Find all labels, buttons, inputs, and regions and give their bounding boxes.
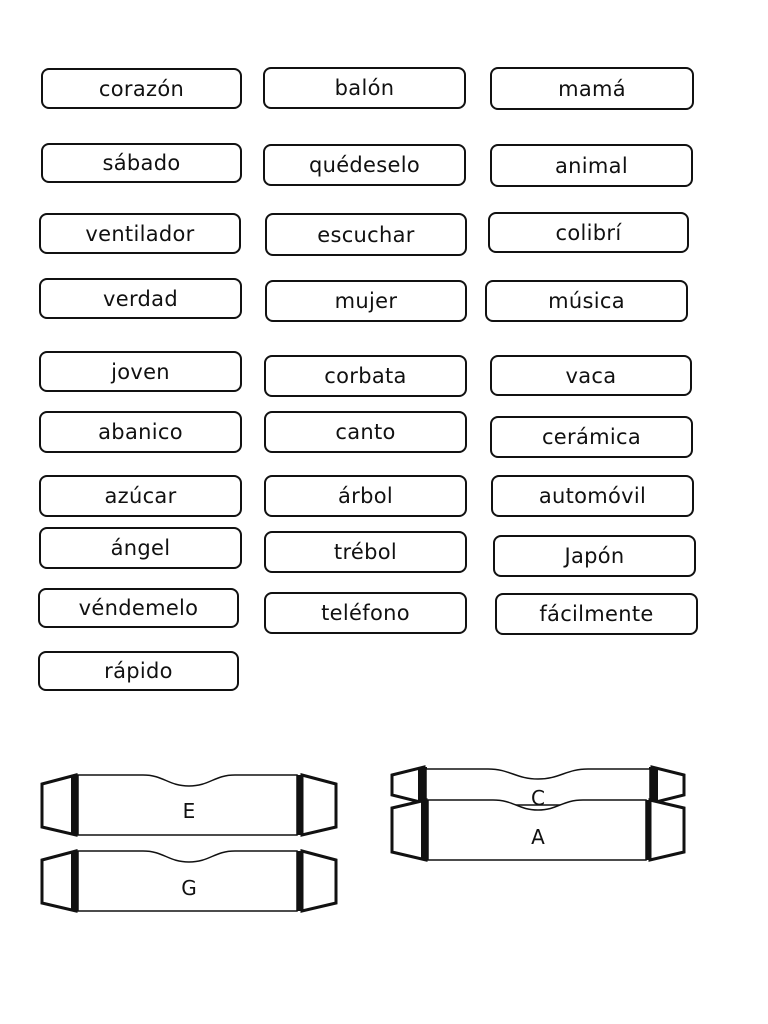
word-card-joven[interactable]: joven bbox=[39, 351, 242, 392]
word-card-sabado[interactable]: sábado bbox=[41, 143, 242, 183]
word-card-verdad[interactable]: verdad bbox=[39, 278, 242, 319]
word-card-trebol[interactable]: trébol bbox=[264, 531, 467, 573]
category-label-c-text: C bbox=[531, 786, 545, 810]
word-card-colibri[interactable]: colibrí bbox=[488, 212, 689, 253]
category-label-e[interactable] bbox=[38, 770, 340, 840]
word-card-ventilador[interactable]: ventilador bbox=[39, 213, 241, 254]
word-card-corbata[interactable]: corbata bbox=[264, 355, 467, 397]
word-card-quedeselo[interactable]: quédeselo bbox=[263, 144, 466, 186]
word-card-corazon[interactable]: corazón bbox=[41, 68, 242, 109]
category-label-e-text: E bbox=[182, 799, 196, 823]
word-card-mama[interactable]: mamá bbox=[490, 67, 694, 110]
word-card-facilmente[interactable]: fácilmente bbox=[495, 593, 698, 635]
word-card-angel[interactable]: ángel bbox=[39, 527, 242, 569]
word-card-canto[interactable]: canto bbox=[264, 411, 467, 453]
word-card-balon[interactable]: balón bbox=[263, 67, 466, 109]
word-card-abanico[interactable]: abanico bbox=[39, 411, 242, 453]
word-card-mujer[interactable]: mujer bbox=[265, 280, 467, 322]
word-card-azucar[interactable]: azúcar bbox=[39, 475, 242, 517]
word-card-japon[interactable]: Japón bbox=[493, 535, 696, 577]
word-card-vendemelo[interactable]: véndemelo bbox=[38, 588, 239, 628]
word-card-vaca[interactable]: vaca bbox=[490, 355, 692, 396]
word-card-telefono[interactable]: teléfono bbox=[264, 592, 467, 634]
category-label-g[interactable] bbox=[38, 846, 340, 916]
category-label-a-text: A bbox=[531, 825, 545, 849]
category-label-g-text: G bbox=[181, 876, 197, 900]
word-card-animal[interactable]: animal bbox=[490, 144, 693, 187]
word-card-automovil[interactable]: automóvil bbox=[491, 475, 694, 517]
word-card-rapido[interactable]: rápido bbox=[38, 651, 239, 691]
category-label-a[interactable] bbox=[388, 796, 688, 864]
word-card-arbol[interactable]: árbol bbox=[264, 475, 467, 517]
word-card-ceramica[interactable]: cerámica bbox=[490, 416, 693, 458]
word-card-musica[interactable]: música bbox=[485, 280, 688, 322]
word-card-escuchar[interactable]: escuchar bbox=[265, 213, 467, 256]
